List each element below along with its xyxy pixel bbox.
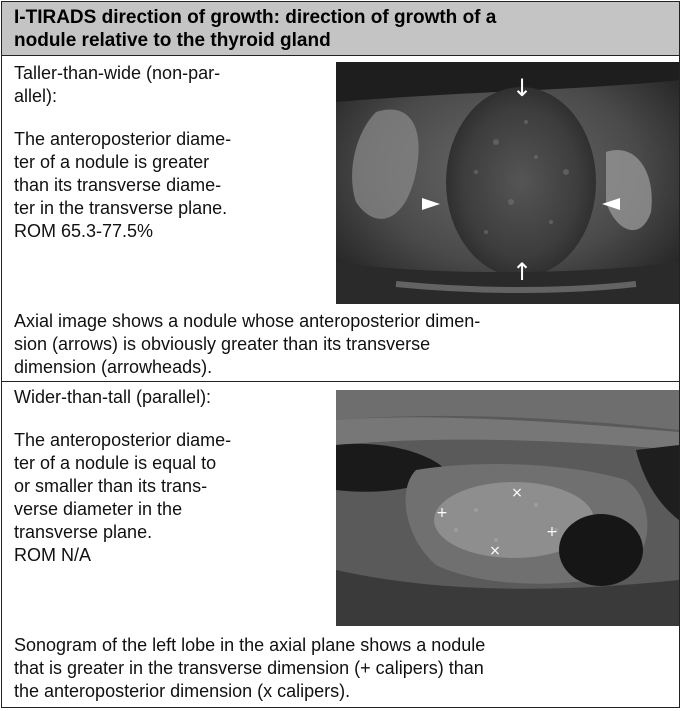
ultrasound-image-taller-than-wide [336, 62, 679, 304]
header-title-line-2: nodule relative to the thyroid gland [14, 30, 331, 51]
panel2-desc-line-6: ROM N/A [14, 545, 92, 565]
panel1-title-line-1: Taller-than-wide (non-par- [14, 63, 221, 83]
panel-taller-than-wide [2, 56, 679, 382]
panel1-caption-line-2: sion (arrows) is obviously greater than its transverse [14, 334, 431, 354]
panel2-caption [14, 634, 674, 703]
panel2-desc-line-3: or smaller than its trans- [14, 476, 208, 496]
panel1-desc-line-5: ROM 65.3-77.5% [14, 221, 154, 241]
panel-wider-than-tall [2, 382, 679, 707]
panel1-caption [14, 310, 674, 379]
panel2-caption-line-2: that is greater in the transverse dimension (+ calipers) than [14, 658, 484, 678]
infographic-frame [1, 1, 680, 708]
panel2-desc-line-2: ter of a nodule is equal to [14, 453, 217, 473]
panel2-desc-line-5: transverse plane. [14, 522, 153, 542]
panel1-desc-line-2: ter of a nodule is greater [14, 152, 210, 172]
header-bar [2, 2, 679, 56]
caliper-plus-right-icon: + [546, 524, 558, 540]
panel1-desc-line-1: The anteroposterior diame- [14, 129, 232, 149]
panel1-text [14, 62, 334, 243]
caliper-cross-top-icon: × [511, 485, 523, 501]
ultrasound-image-wider-than-tall [336, 390, 679, 626]
panel2-caption-line-3: the anteroposterior dimension (x calipers). [14, 681, 351, 701]
arrow-down-icon: ↓ [511, 74, 533, 102]
panel1-desc-line-4: ter in the transverse plane. [14, 198, 228, 218]
panel2-caption-line-1: Sonogram of the left lobe in the axial plane shows a nodule [14, 635, 486, 655]
panel1-caption-line-3: dimension (arrowheads). [14, 357, 213, 377]
panel1-title-line-2: allel): [14, 86, 58, 106]
arrow-up-icon: ↑ [511, 258, 533, 286]
panel2-title: Wider-than-tall (parallel): [14, 387, 212, 407]
panel2-desc-line-1: The anteroposterior diame- [14, 430, 232, 450]
panel1-caption-line-1: Axial image shows a nodule whose anteroposterior dimen- [14, 311, 481, 331]
caliper-plus-left-icon: + [436, 505, 448, 521]
panel2-desc-line-4: verse diameter in the [14, 499, 183, 519]
panel2-text [14, 386, 334, 567]
caliper-cross-bottom-icon: × [489, 543, 501, 559]
header-title-line-1: I-TIRADS direction of growth: direction of growth of a [14, 7, 497, 28]
panel1-desc-line-3: than its transverse diame- [14, 175, 222, 195]
